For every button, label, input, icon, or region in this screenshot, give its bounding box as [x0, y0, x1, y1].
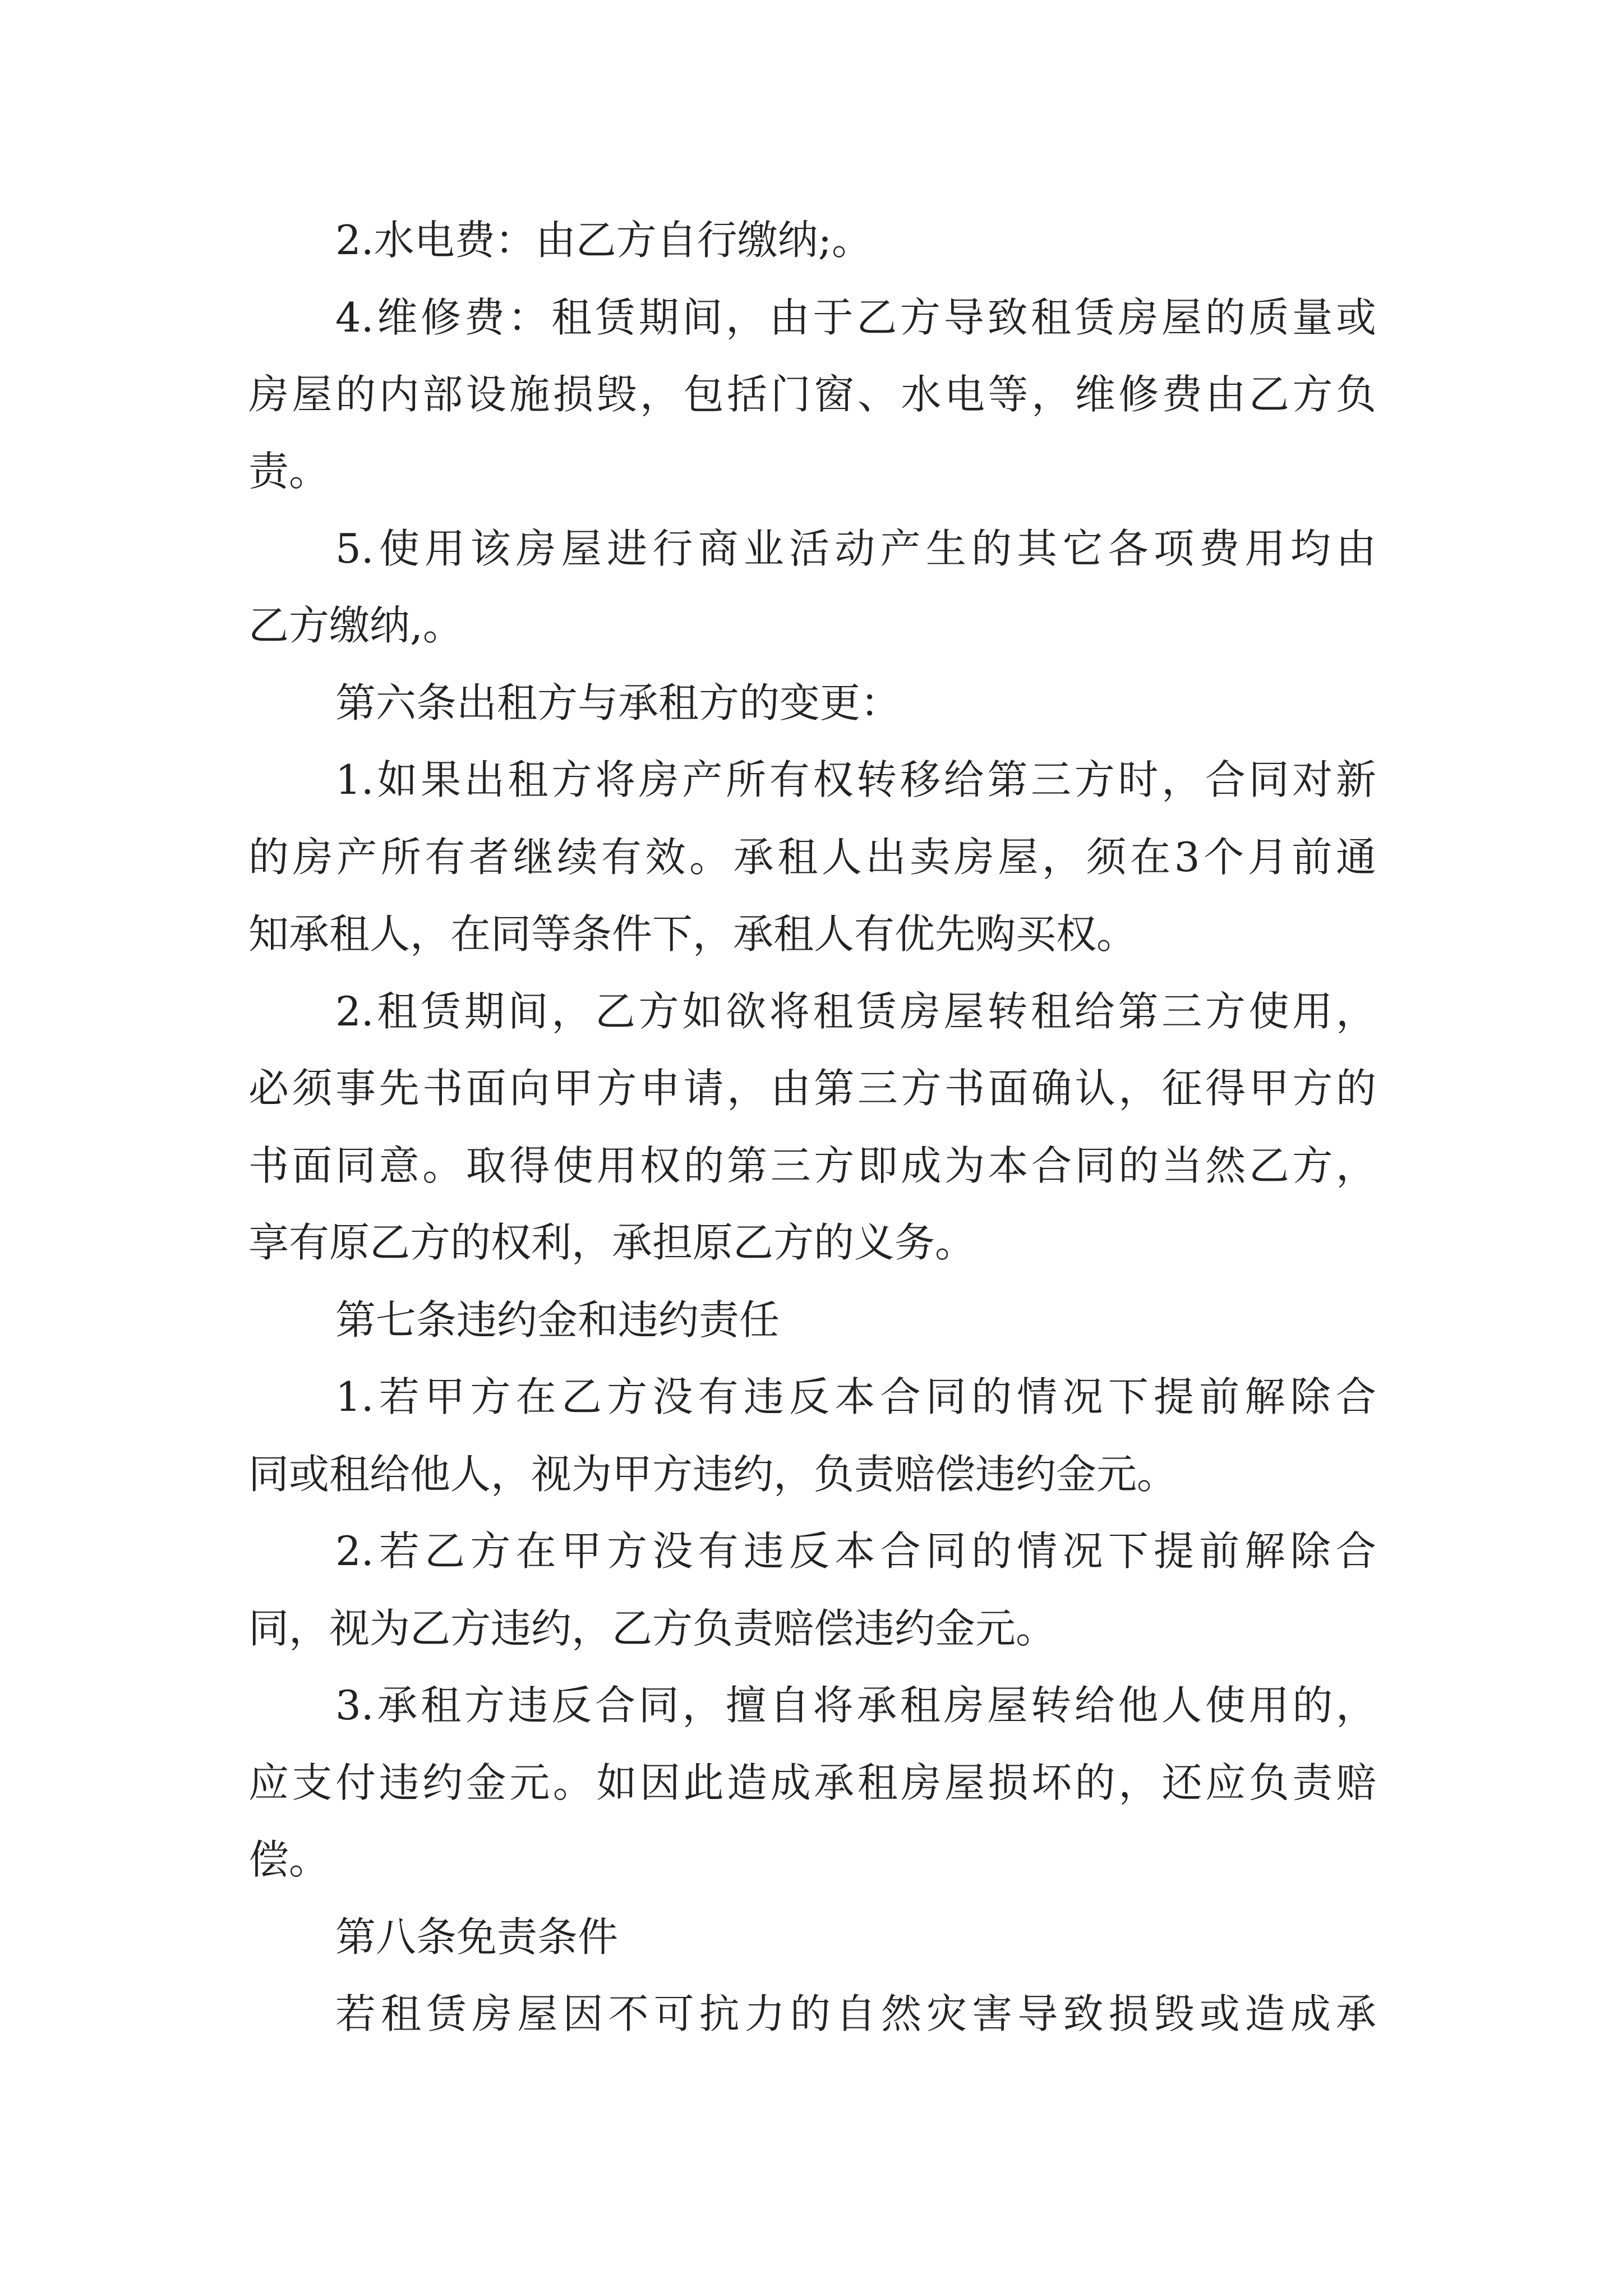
text-line: 若租赁房屋因不可抗力的自然灾害导致损毁或造成承 — [335, 1990, 1376, 2037]
text-line: 应支付违约金元。如因此造成承租房屋损坏的，还应负责赔 — [248, 1759, 1376, 1806]
text-line: 1.如果出租方将房产所有权转移给第三方时，合同对新 — [335, 756, 1376, 803]
text-line: 偿。 — [248, 1836, 330, 1883]
text-line: 4.维修费：租赁期间，由于乙方导致租赁房屋的质量或 — [335, 294, 1376, 341]
text-line: 5.使用该房屋进行商业活动产生的其它各项费用均由 — [335, 525, 1376, 572]
text-line: 书面同意。取得使用权的第三方即成为本合同的当然乙方， — [248, 1142, 1376, 1189]
text-line: 同或租给他人，视为甲方违约，负责赔偿违约金元。 — [248, 1451, 1178, 1498]
text-line: 的房产所有者继续有效。承租人出卖房屋，须在3个月前通 — [248, 834, 1376, 881]
text-line: 同，视为乙方违约，乙方负责赔偿违约金元。 — [248, 1605, 1057, 1652]
text-line: 必须事先书面向甲方申请，由第三方书面确认，征得甲方的 — [248, 1065, 1376, 1112]
text-line: 责。 — [248, 448, 330, 495]
text-line: 3.承租方违反合同，擅自将承租房屋转给他人使用的， — [335, 1682, 1376, 1729]
section-heading: 第六条出租方与承租方的变更： — [335, 679, 901, 726]
section-heading: 第八条免责条件 — [335, 1913, 619, 1961]
text-line: 2.租赁期间，乙方如欲将租赁房屋转租给第三方使用， — [335, 988, 1376, 1035]
section-heading: 第七条违约金和违约责任 — [335, 1296, 780, 1343]
text-line: 房屋的内部设施损毁，包括门窗、水电等，维修费由乙方负 — [248, 371, 1376, 418]
text-line: 享有原乙方的权利，承担原乙方的义务。 — [248, 1219, 976, 1266]
text-line: 知承租人，在同等条件下，承租人有优先购买权。 — [248, 910, 1137, 958]
text-line: 乙方缴纳,。 — [248, 602, 463, 649]
text-line: 2.若乙方在甲方没有违反本合同的情况下提前解除合 — [335, 1527, 1376, 1575]
text-line: 2.水电费：由乙方自行缴纳;。 — [335, 217, 872, 264]
text-line: 1.若甲方在乙方没有违反本合同的情况下提前解除合 — [335, 1373, 1376, 1420]
